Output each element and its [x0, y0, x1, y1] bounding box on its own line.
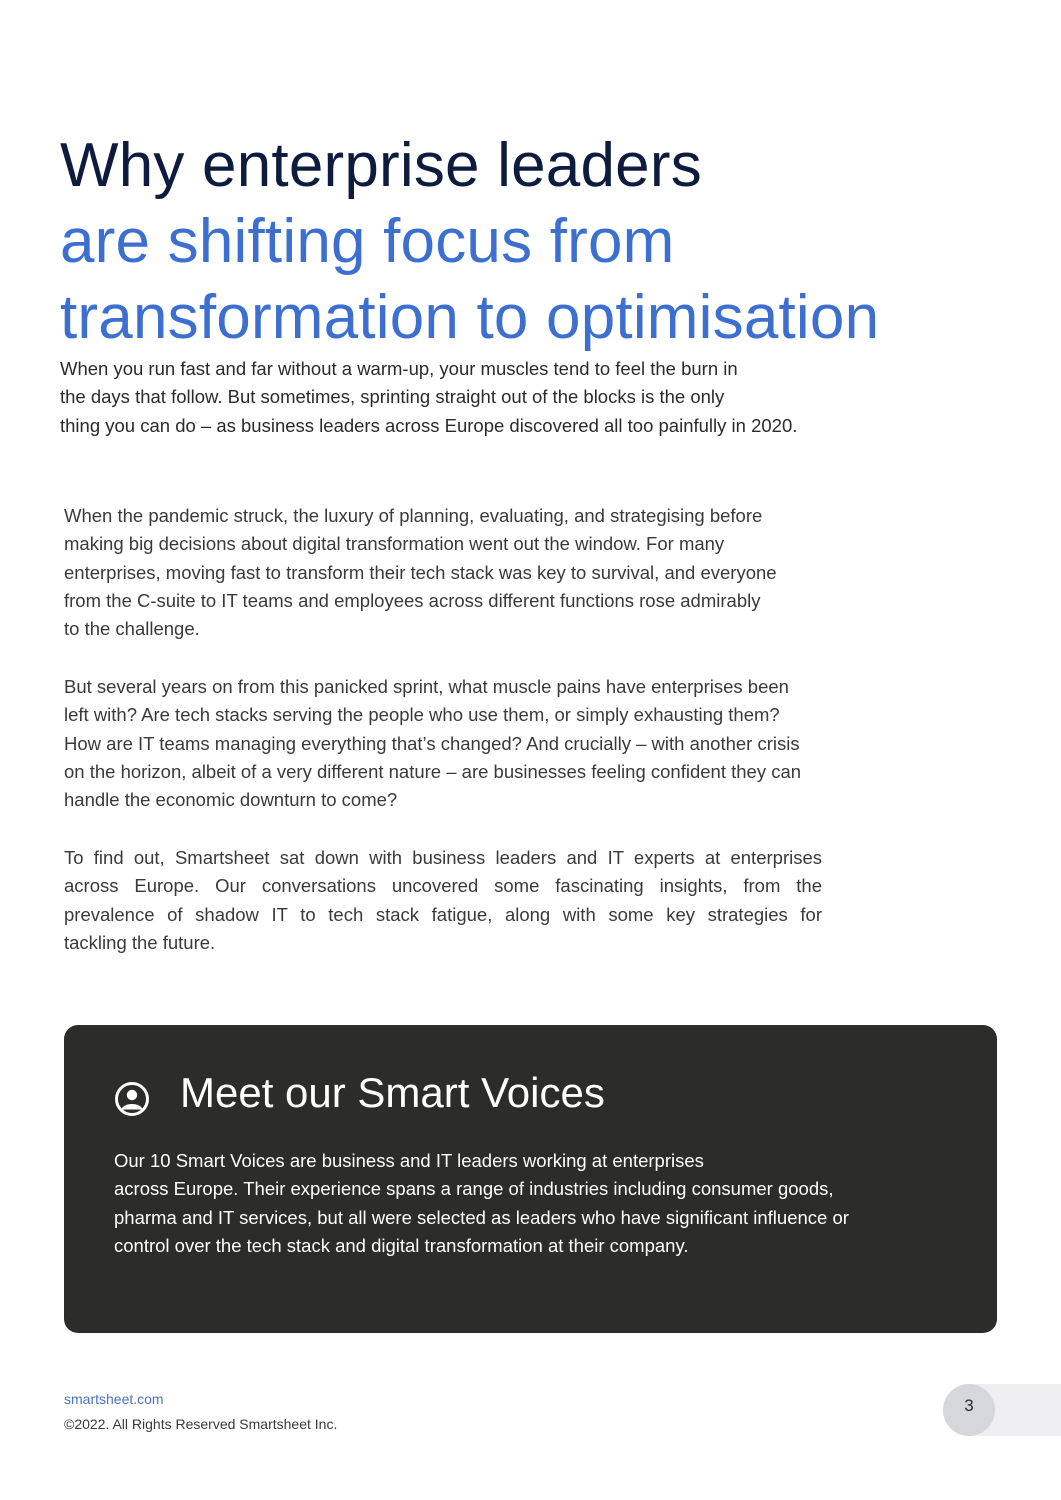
body-paragraph-2 [64, 673, 864, 814]
page-number: 3 [964, 1396, 974, 1415]
user-circle-icon [114, 1081, 150, 1117]
paragraph-line: prevalence of shadow IT to tech stack fatigue, along with some key strategies for [64, 903, 822, 925]
intro-line: When you run fast and far without a warm-up, your muscles tend to feel the burn in [60, 358, 738, 379]
title-line-2: are shifting focus from [60, 207, 675, 276]
card-line: Our 10 Smart Voices are business and IT leaders working at enterprises [114, 1150, 704, 1171]
body-paragraph-1 [64, 502, 864, 643]
card-line: pharma and IT services, but all were selected as leaders who have significant influence or [114, 1206, 849, 1228]
paragraph-line: tackling the future. [64, 931, 216, 953]
paragraph-line: To find out, Smartsheet sat down with business leaders and IT experts at enterprises [64, 847, 822, 868]
paragraph-line: left with? Are tech stacks serving the people who use them, or simply exhausting them? [64, 704, 780, 726]
paragraph-line: enterprises, moving fast to transform their tech stack was key to survival, and everyone [64, 561, 777, 583]
card-line: control over the tech stack and digital transformation at their company. [114, 1234, 689, 1256]
card-text [114, 1147, 974, 1260]
paragraph-line: to the challenge. [64, 618, 200, 640]
body-paragraph-3 [64, 844, 864, 957]
card-title: Meet our Smart Voices [180, 1069, 605, 1116]
card-line: across Europe. Their experience spans a range of industries including consumer goods, [114, 1178, 834, 1200]
paragraph-line: making big decisions about digital transformation went out the window. For many [64, 533, 725, 555]
paragraph-line: But several years on from this panicked sprint, what muscle pains have enterprises been [64, 676, 789, 697]
paragraph-line: How are IT teams managing everything that’s changed? And crucially – with another crisis [64, 732, 800, 754]
paragraph-line: from the C-suite to IT teams and employees across different functions rose admirably [64, 589, 761, 611]
paragraph-line: on the horizon, albeit of a very different nature – are businesses feeling confident they can [64, 760, 802, 782]
title-line-1: Why enterprise leaders [60, 131, 702, 200]
title-line-3: transformation to optimisation [60, 283, 880, 352]
page-title [60, 128, 1020, 356]
intro-line: thing you can do – as business leaders across Europe discovered all too painfully in 2020. [60, 414, 798, 436]
intro-paragraph [60, 355, 860, 440]
paragraph-line: across Europe. Our conversations uncovered some fascinating insights, from the [64, 875, 822, 897]
paragraph-line: When the pandemic struck, the luxury of planning, evaluating, and strategising before [64, 505, 763, 526]
footer-website-link[interactable]: smartsheet.com [64, 1391, 164, 1407]
smart-voices-card [64, 1025, 997, 1333]
footer-copyright: ©2022. All Rights Reserved Smartsheet Inc. [64, 1416, 338, 1432]
intro-line: the days that follow. But sometimes, sprinting straight out of the blocks is the only [60, 386, 725, 408]
paragraph-line: handle the economic downturn to come? [64, 789, 398, 811]
